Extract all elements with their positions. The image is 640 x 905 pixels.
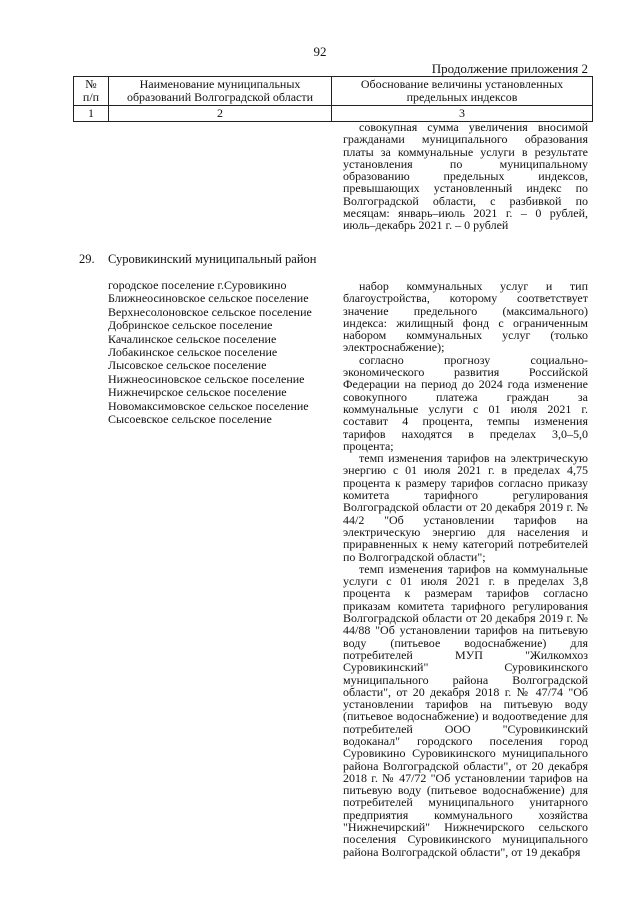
row-basis [343,280,588,858]
table-header [73,76,593,122]
column-header-number: № п/п [74,77,109,106]
settlement-item: Нижнеосиновское сельское поселение [108,371,305,386]
column-header-municipality: Наименование муниципальных образований Волгоградской области [109,77,332,106]
column-index-2: 2 [109,106,332,122]
column-header-basis: Обоснование величины установленных предельных индексов [332,77,593,106]
page-number: 92 [313,44,327,59]
basis-paragraph: темп изменения тарифов на электрическую энергию с 01 июля 2021 г. в пределах 4,75 процента к размеру тарифов согласно приказу комитета тарифного регулирования Волгоградской области от 20 декабря 2019 г. № 44/2 "Об установлении тарифов на электрическую энергию для населения и приравненных к нему категорий потребителей по Волгоградской области"; [343,451,588,564]
settlement-item: Добринское сельское поселение [108,318,273,333]
settlement-item: Качалинское сельское поселение [108,331,277,346]
district-name: Суровикинский муниципальный район [108,252,317,266]
settlement-item: городское поселение г.Суровикино [108,278,287,292]
basis-paragraph: согласно прогнозу социально-экономического развития Российской Федерации на период до 2024 года изменение совокупного платежа граждан за коммунальные услуги с 01 июля 2021 г. составит 4 процента, темпы изменения тарифов находятся в пределах 3,0–5,0 процента; [343,352,588,453]
previous-row-paragraph: совокупная сумма увеличения вносимой гражданами муниципального образования платы за коммунальные услуги в результате установления по муниципальному образованию предельных индексов, превышающих установленный индекс по Волгоградской области, с разбивкой по месяцам: январь–июль 2021 г. – 0 рублей, июль–декабрь 2021 г. – 0 рублей [343,120,588,233]
settlements-list [108,279,312,426]
previous-row-basis [343,121,588,232]
table-header-row [74,77,593,106]
column-index-3: 3 [332,106,593,122]
settlement-item: Верхнесолоновское сельское поселение [108,304,312,319]
settlement-item: Нижнечирское сельское поселение [108,385,287,400]
basis-paragraph: темп изменения тарифов на коммунальные услуги с 01 июля 2021 г. в пределах 3,8 процента к размерам тарифов согласно приказам комитета тарифного регулирования Волгоградской области от 20 декабря 2019 г. № 44/88 "Об установлении тарифов на питьевую воду (питьевое водоснабжение) для потребителей МУП "Жилкомхоз Суровикинский" Суровикинского муниципального района Волгоградской области", от 20 декабря 2018 г. № 47/74 "Об установлении тарифов на питьевую воду (питьевое водоснабжение) и водоотведение для потребителей ООО "Суровикинский водоканал" городского поселения город Суровикино Суровикинского муниципального района Волгоградской области", от 20 декабря 2018 г. № 47/72 "Об установлении тарифов на питьевую воду (питьевое водоснабжение) для потребителей муниципального унитарного предприятия коммунального хозяйства "Нижнечирский" Нижнечирского сельского поселения Суровикинского муниципального района Волгоградской области", от 19 декабря [343,561,588,859]
row-number: 29. [79,252,95,266]
column-index-1: 1 [74,106,109,122]
settlement-item: Лысовское сельское поселение [108,358,267,373]
settlement-item: Новомаксимовское сельское поселение [108,398,309,413]
settlement-item: Сысоевское сельское поселение [108,412,272,427]
settlement-item: Лобакинское сельское поселение [108,345,278,360]
basis-paragraph: набор коммунальных услуг и тип благоустройства, которому соответствует значение предельного (максимального) индекса: жилищный фонд с ограниченным набором коммунальных услуг (только электроснабжение); [343,279,588,355]
appendix-continuation-label: Продолжение приложения 2 [431,61,588,76]
settlement-item: Ближнеосиновское сельское поселение [108,291,309,306]
